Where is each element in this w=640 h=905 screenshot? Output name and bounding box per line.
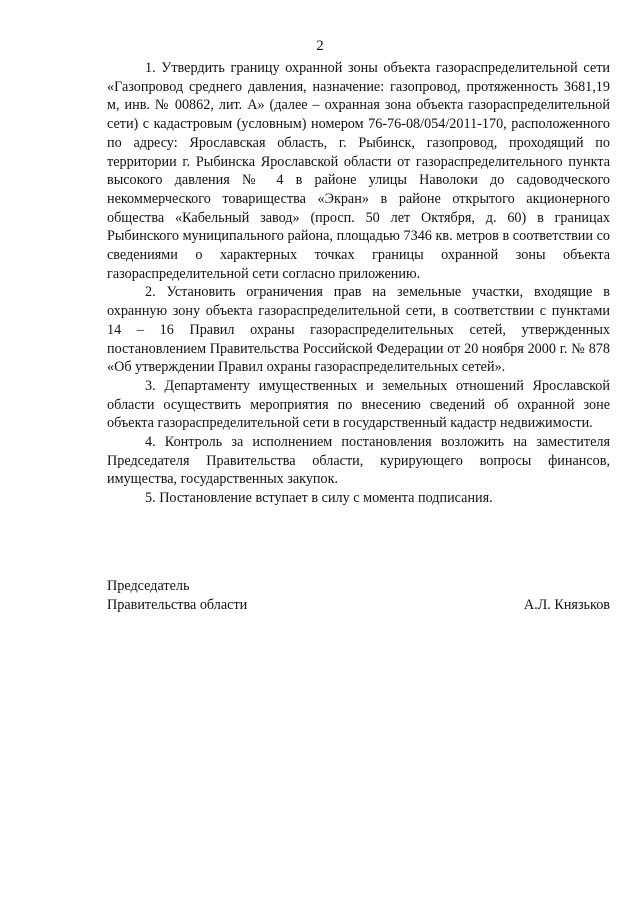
signatory-title-line2: Правительства области	[107, 596, 248, 613]
paragraph-2: 2. Установить ограничения прав на земельные участки, входящие в охранную зону объекта газораспределительной сети, в соответствии с пунктами 14 – 16 Правил охраны газораспределительных сетей, утвержденных постановлением Правительства Российской Федерации от 20 ноября 2000 г. № 878 «Об утверждении Правил охраны газораспределительных сетей».	[107, 284, 610, 376]
signatory-name: А.Л. Князьков	[523, 596, 610, 613]
signatory-title-line1: Председатель	[107, 578, 190, 594]
paragraph-1: 1. Утвердить границу охранной зоны объекта газораспределительной сети «Газопровод среднего давления, назначение: газопровод, протяженность 3681,19 м, инв. № 00862, лит. А» (далее – охранная зона объекта газораспределительной сети) с кадастровым (условным) номером 76-76-08/054/2011-170, расположенного по адресу: Ярославская область, г. Рыбинск, газопровод, проходящий по территории г. Рыбинска Ярославской области от газораспределительного пункта высокого давления № 4 в районе улицы Наволоки до садоводческого некоммерческого товарищества «Экран» в районе открытого акционерного общества «Кабельный завод» (просп. 50 лет Октября, д. 60) в границах Рыбинского муниципального района, площадью 7346 кв. метров в соответствии со сведениями о характерных точках границы охранной зоны объекта газораспределительной сети согласно приложению.	[107, 60, 610, 282]
paragraph-3: 3. Департаменту имущественных и земельных отношений Ярославской области осуществить мероприятия по внесению сведений об охранной зоне объекта газораспределительной сети в государственный кадастр недвижимости.	[107, 377, 610, 432]
paragraph-5: 5. Постановление вступает в силу с момента подписания.	[145, 490, 493, 507]
signature-row	[107, 596, 610, 615]
signature-block	[107, 577, 610, 614]
page-number: 2	[316, 38, 324, 54]
document-body	[107, 59, 610, 508]
paragraph-4: 4. Контроль за исполнением постановления возложить на заместителя Председателя Правительства области, курирующего вопросы финансов, имущества, государственных закупок.	[107, 434, 610, 488]
